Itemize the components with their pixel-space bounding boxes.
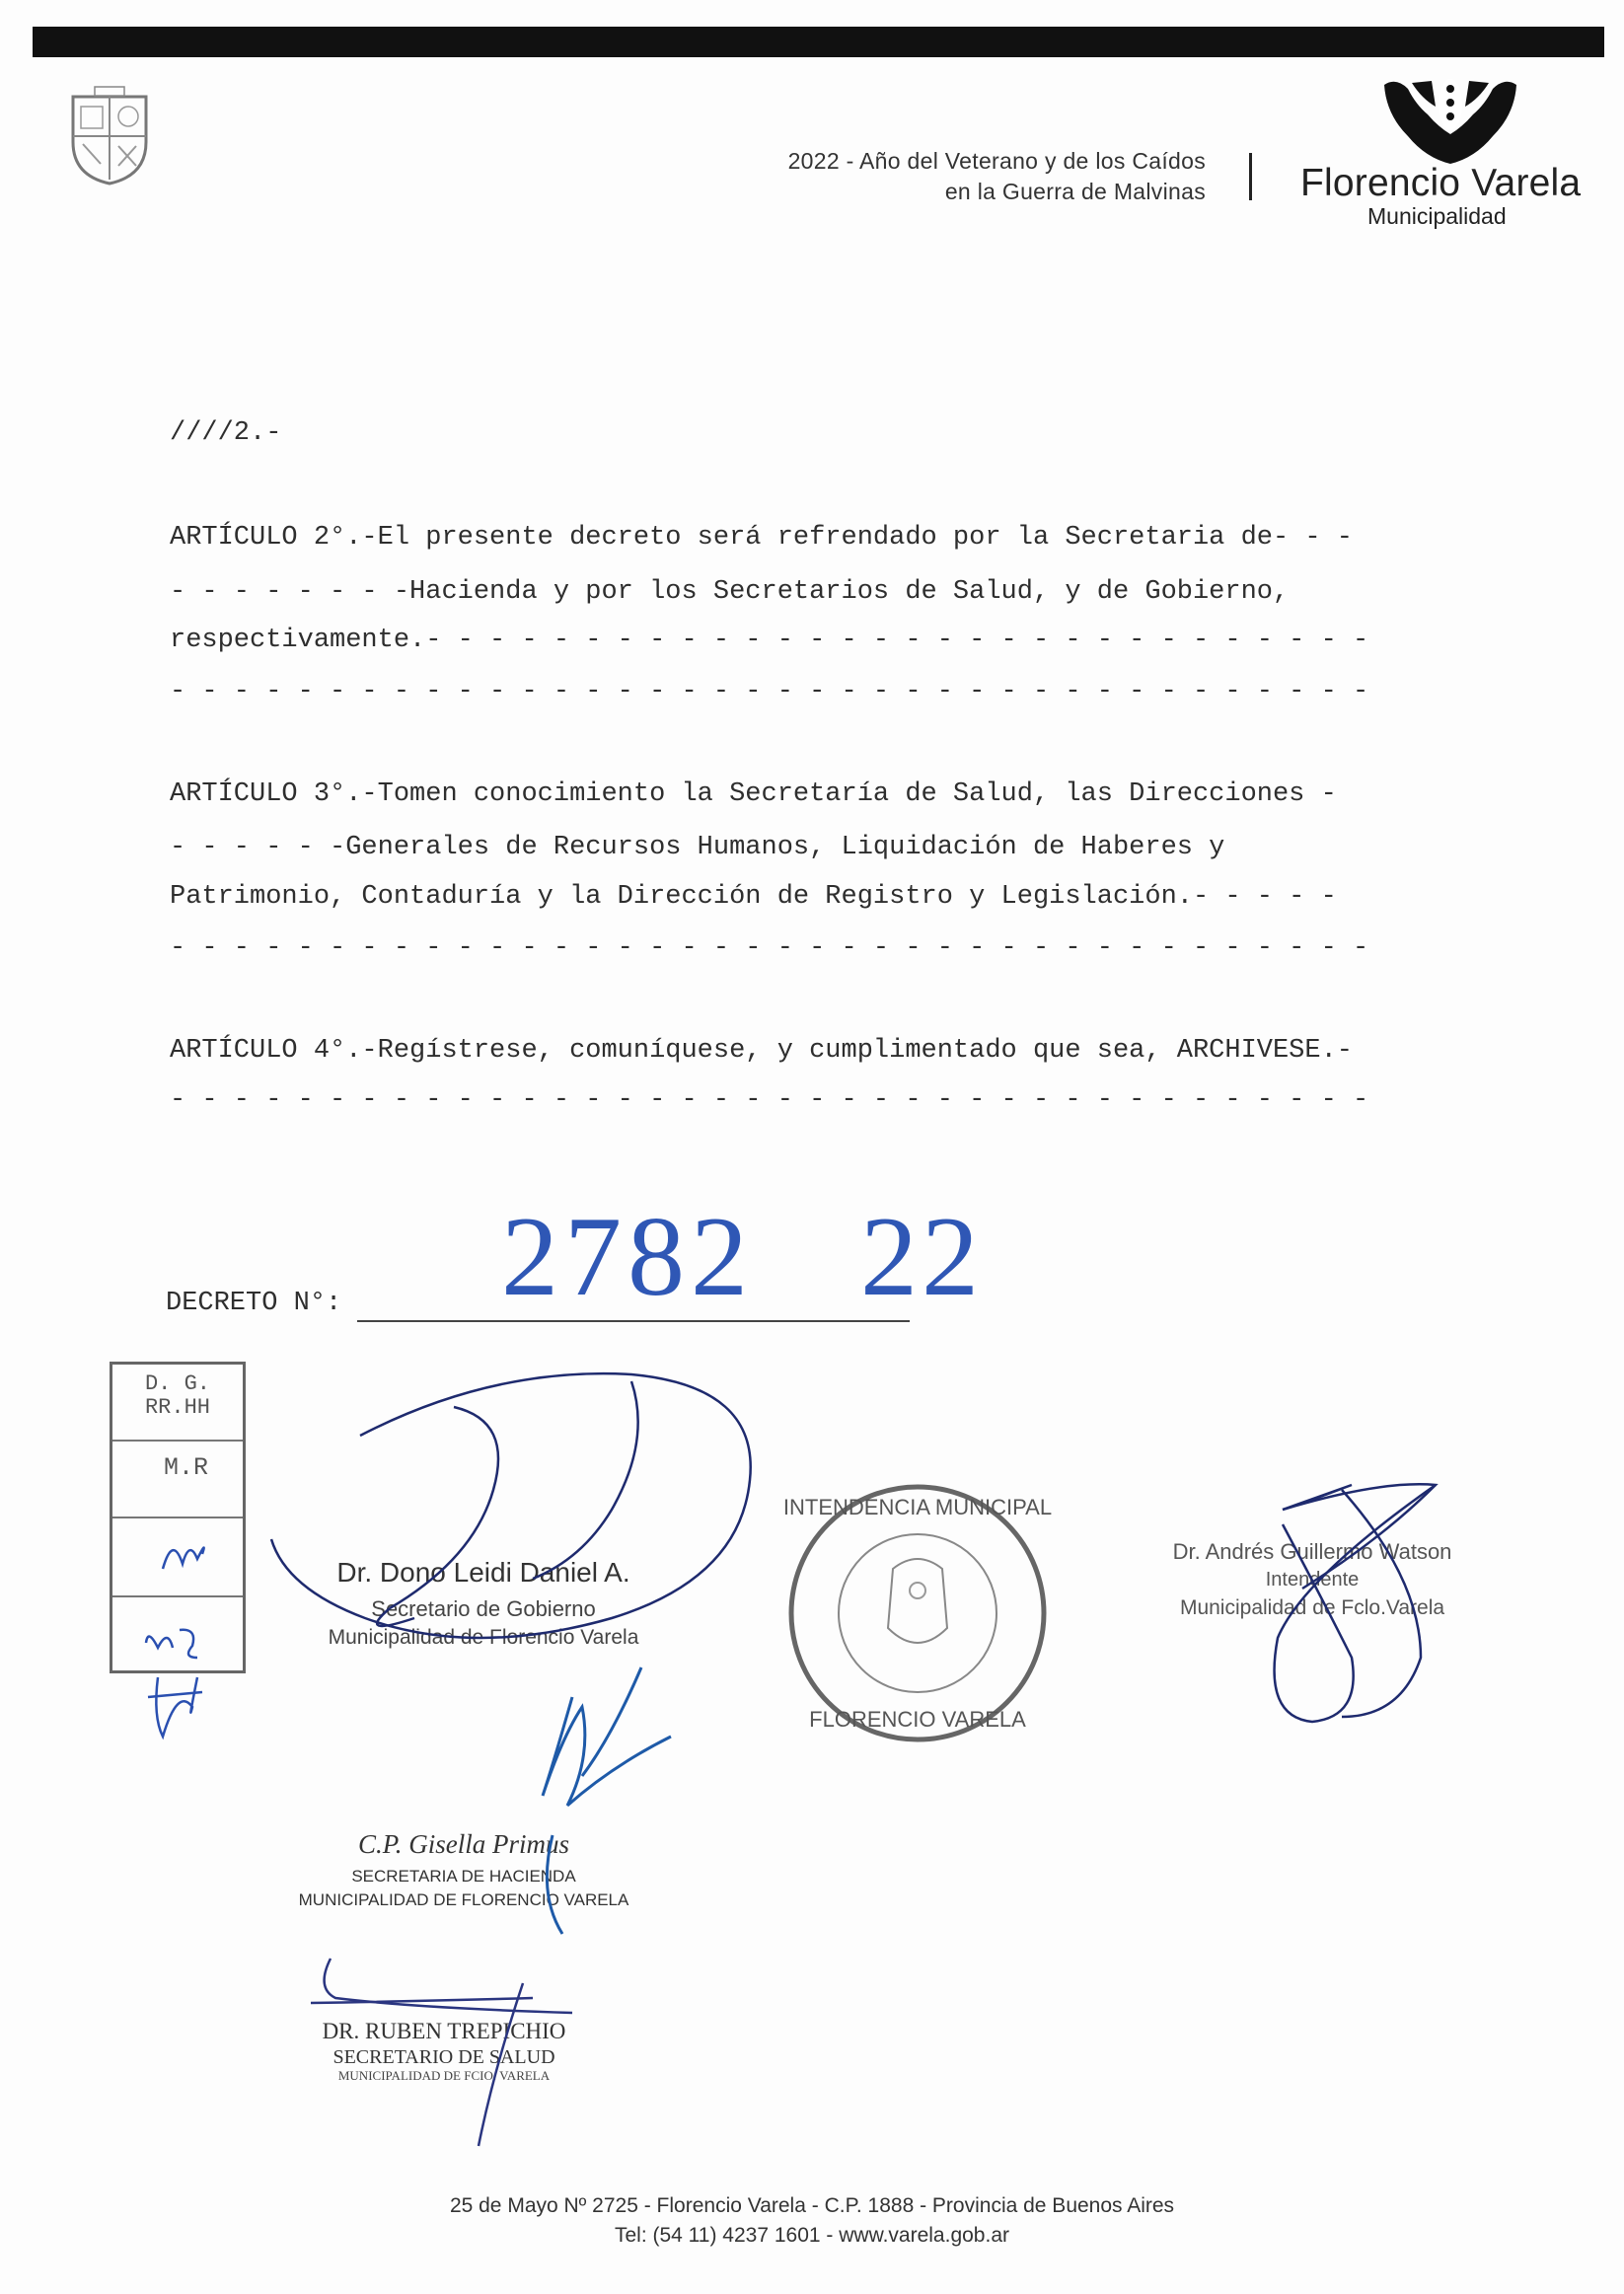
decreto-number: 2782: [501, 1194, 754, 1320]
article-3-line-2: - - - - - -Generales de Recursos Humanos, Liquidación de Haberes y: [170, 833, 1225, 862]
article-4-line-1: ARTÍCULO 4°.-Regístrese, comuníquese, y cumplimentado que sea, ARCHIVESE.-: [170, 1036, 1353, 1066]
footer-address: 25 de Mayo Nº 2725 - Florencio Varela - C.P. 1888 - Provincia de Buenos Aires: [449, 2194, 1175, 2217]
article-4-line-2: - - - - - - - - - - - - - - - - - - - - - - - - - - - - - - - - - - - - - -: [170, 1085, 1369, 1115]
salud-name: DR. RUBEN TREPICHIO: [322, 2019, 566, 2043]
intendente-org: Municipalidad de Fclo.Varela: [1179, 1596, 1445, 1619]
hacienda-org: MUNICIPALIDAD DE FLORENCIO VARELA: [298, 1890, 629, 1909]
hacienda-name: C.P. Gisella Primus: [357, 1829, 570, 1859]
gobierno-name: Dr. Dono Leidi Daniel A.: [336, 1557, 630, 1588]
routing-box: [110, 1362, 246, 1673]
decreto-year: 22: [860, 1194, 983, 1320]
routing-cell-mr: M.R: [112, 1443, 243, 1518]
florencio-varela-logo-icon: [1376, 75, 1524, 166]
slogan-line-1: 2022 - Año del Veterano y de los Caídos: [787, 148, 1206, 174]
gobierno-title: Secretario de Gobierno: [371, 1596, 596, 1621]
decreto-label: DECRETO N°:: [166, 1289, 342, 1318]
gobierno-org: Municipalidad de Florencio Varela: [328, 1626, 639, 1649]
brand-name: Florencio Varela: [1300, 162, 1582, 204]
article-3-line-1: ARTÍCULO 3°.-Tomen conocimiento la Secretaría de Salud, las Direcciones -: [170, 779, 1337, 809]
intendencia-seal-icon: [791, 1487, 1044, 1739]
brand-subtitle: Municipalidad: [1367, 203, 1507, 229]
routing-cell-initials-2: [112, 1597, 243, 1668]
intendente-name: Dr. Andrés Guillermo Watson: [1172, 1539, 1452, 1564]
year-slogan: [788, 146, 1206, 207]
article-2-line-2: - - - - - - - -Hacienda y por los Secretarios de Salud, y de Gobierno,: [170, 577, 1290, 607]
routing-cell-initials-1: [112, 1520, 243, 1597]
routing-cell-rrhh-line1: D. G.: [144, 1371, 210, 1396]
page-continuation-marker: ////2.-: [170, 418, 282, 448]
routing-cell-rrhh: [112, 1365, 243, 1442]
footer-contact: Tel: (54 11) 4237 1601 - www.varela.gob.ar: [614, 2224, 1009, 2247]
article-3-line-3: Patrimonio, Contaduría y la Dirección de Registro y Legislación.- - - - -: [170, 882, 1337, 912]
salud-org: MUNICIPALIDAD DE FCIO. VARELA: [337, 2068, 551, 2083]
hacienda-title: SECRETARIA DE HACIENDA: [351, 1867, 576, 1886]
top-black-bar: [33, 27, 1604, 57]
seal-text-bottom: FLORENCIO VARELA: [809, 1707, 1026, 1732]
seal-text-top: INTENDENCIA MUNICIPAL: [782, 1495, 1053, 1519]
intendente-title: Intendente: [1265, 1569, 1360, 1591]
slogan-line-2: en la Guerra de Malvinas: [944, 179, 1206, 204]
header-divider: [1249, 153, 1252, 200]
article-2-line-4: - - - - - - - - - - - - - - - - - - - - - - - - - - - - - - - - - - - - - -: [170, 677, 1369, 706]
article-2-line-3: respectivamente.- - - - - - - - - - - - - - - - - - - - - - - - - - - - - -: [170, 626, 1369, 655]
salud-title: SECRETARIO DE SALUD: [332, 2046, 555, 2068]
article-3-line-4: - - - - - - - - - - - - - - - - - - - - - - - - - - - - - - - - - - - - - -: [170, 933, 1369, 963]
routing-cell-rrhh-line2: RR.HH: [144, 1395, 210, 1420]
article-2-line-1: ARTÍCULO 2°.-El presente decreto será refrendado por la Secretaria de- - -: [170, 523, 1353, 553]
municipal-crest-icon: [67, 85, 152, 187]
